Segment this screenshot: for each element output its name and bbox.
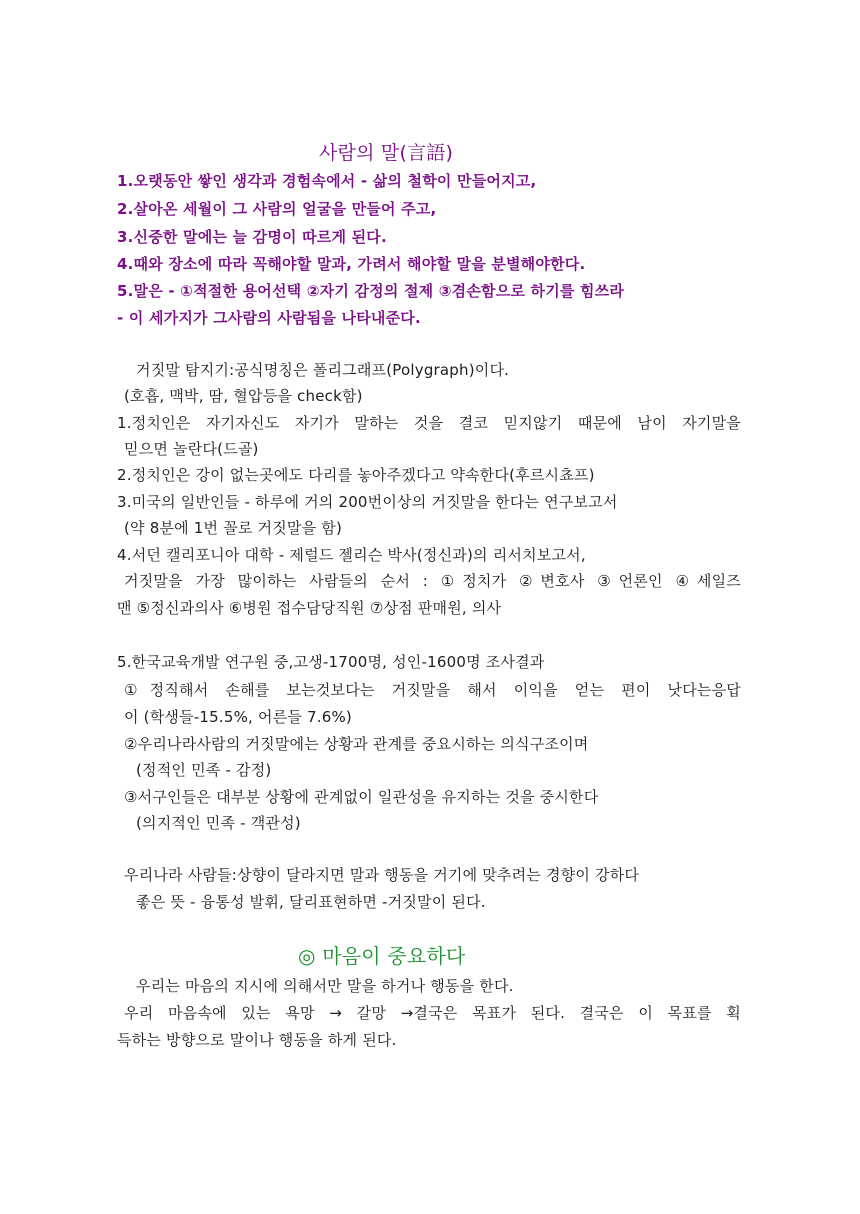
section2-line-1: 우리는 마음의 지시에 의해서만 말을 하거나 행동을 한다. xyxy=(136,977,514,995)
survey-heading: 5.한국교육개발 연구원 중,고생-1700명, 성인-1600명 조사결과 xyxy=(117,653,545,671)
polygraph-item-1-cont: 믿으면 놀란다(드골) xyxy=(124,440,259,458)
survey-line-1-cont: 이 (학생들-15.5%, 어른들 7.6%) xyxy=(124,708,352,726)
survey-line-3-cont: (의지적인 민족 - 객관성) xyxy=(136,814,301,832)
intro-point-3: 3.신중한 말에는 늘 감명이 따르게 된다. xyxy=(117,228,387,246)
page-title: 사람의 말(言語) xyxy=(319,142,454,164)
survey-line-2-cont: (정적인 민족 - 감정) xyxy=(136,761,272,779)
polygraph-item-3: 3.미국의 일반인들 - 하루에 거의 200번이상의 거짓말을 한다는 연구보고서 xyxy=(117,493,618,511)
intro-point-2: 2.살아온 세월이 그 사람의 얼굴을 만들어 주고, xyxy=(117,200,437,218)
section2-line-2: 우리 마음속에 있는 욕망 → 갈망 →결국은 목표가 된다. 결국은 이 목표를 획 xyxy=(124,1004,741,1022)
polygraph-item-3-cont: (약 8분에 1번 꼴로 거짓말을 함) xyxy=(124,519,343,537)
intro-point-1: 1.오랫동안 쌓인 생각과 경험속에서 - 삶의 철학이 만들어지고, xyxy=(117,172,537,190)
polygraph-sub: (호흡, 맥박, 땀, 혈압등을 check함) xyxy=(124,387,363,405)
polygraph-item-1: 1.정치인은 자기자신도 자기가 말하는 것을 결코 믿지않기 때문에 남이 자기말을 xyxy=(117,414,741,432)
section-title-heart: ◎ 마음이 중요하다 xyxy=(298,944,466,968)
polygraph-item-4-cont: 거짓말을 가장 많이하는 사람들의 순서 : ①정치가 ②변호사 ③언론인 ④세일즈 xyxy=(124,572,741,590)
korean-people-line-1: 우리나라 사람들:상향이 달라지면 말과 행동을 거기에 맞추려는 경향이 강하다 xyxy=(124,866,640,884)
survey-line-2: ②우리나라사람의 거짓말에는 상황과 관계를 중요시하는 의식구조이며 xyxy=(124,735,589,753)
survey-line-1: ①정직해서 손해를 보는것보다는 거짓말을 해서 이익을 얻는 편이 낫다는응답 xyxy=(124,681,741,699)
section2-line-3: 득하는 방향으로 말이나 행동을 하게 된다. xyxy=(117,1031,397,1049)
polygraph-item-4-cont2: 맨 ⑤정신과의사 ⑥병원 접수담당직원 ⑦상점 판매원, 의사 xyxy=(117,599,502,617)
polygraph-item-2: 2.정치인은 강이 없는곳에도 다리를 놓아주겠다고 약속한다(후르시쵸프) xyxy=(117,466,595,484)
intro-point-5-cont: - 이 세가지가 그사람의 사람됨을 나타내준다. xyxy=(117,309,421,327)
intro-point-5: 5.말은 - ①적절한 용어선택 ②자기 감정의 절제 ③겸손함으로 하기를 힘쓰라 xyxy=(117,282,625,300)
polygraph-heading: 거짓말 탐지기:공식명칭은 폴리그래프(Polygraph)이다. xyxy=(136,361,510,379)
intro-point-4: 4.때와 장소에 따라 꼭해야할 말과, 가려서 해야할 말을 분별해야한다. xyxy=(117,255,586,273)
survey-line-3: ③서구인들은 대부분 상황에 관계없이 일관성을 유지하는 것을 중시한다 xyxy=(124,788,599,806)
polygraph-item-4: 4.서던 캘리포니아 대학 - 제럴드 젤리슨 박사(정신과)의 리서치보고서, xyxy=(117,546,586,564)
korean-people-line-2: 좋은 뜻 - 융통성 발휘, 달리표현하면 -거짓말이 된다. xyxy=(136,893,486,911)
